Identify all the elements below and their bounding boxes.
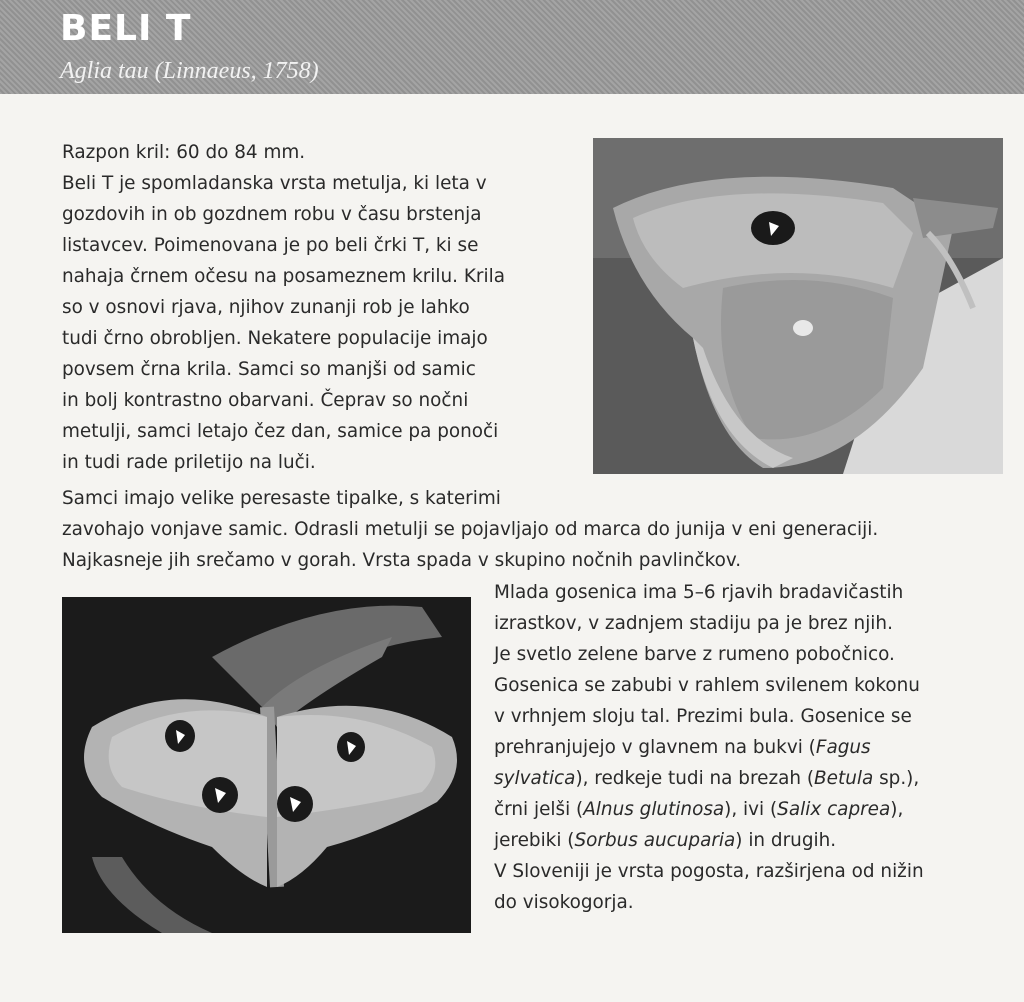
scientific-name: Aglia tau (Linnaeus, 1758): [60, 58, 319, 84]
text-line: in bolj kontrastno obarvani. Čeprav so nočni: [62, 390, 469, 411]
text-line: Je svetlo zelene barve z rumeno pobočnico.: [494, 644, 895, 665]
text-line: nahaja črnem očesu na posameznem krilu. Krila: [62, 266, 505, 287]
moth-photo-side: [593, 138, 1003, 474]
text-line: tudi črno obrobljen. Nekatere populacije imajo: [62, 328, 488, 349]
text-line: listavcev. Poimenovana je po beli črki T, ki se: [62, 235, 479, 256]
text-line: v vrhnjem sloju tal. Prezimi bula. Gosenice se: [494, 706, 912, 727]
text-line: zavohajo vonjave samic. Odrasli metulji se pojavljajo od marca do junija v eni generaciji.: [62, 519, 879, 540]
text-line: [494, 732, 1014, 763]
species-title: BELI T: [60, 8, 192, 49]
text-line: povsem črna krila. Samci so manjši od samic: [62, 359, 476, 380]
text-line: metulji, samci letajo čez dan, samice pa ponoči: [62, 421, 499, 442]
behavior-paragraph: [62, 483, 1012, 576]
text-run: ) in drugih.: [735, 830, 837, 851]
text-line: Najkasneje jih srečamo v gorah. Vrsta spada v skupino nočnih pavlinčkov.: [62, 550, 742, 571]
text-run: jerebiki (: [494, 830, 575, 851]
text-line: Razpon kril: 60 do 84 mm.: [62, 142, 306, 163]
text-run: sp.),: [873, 768, 920, 789]
caterpillar-paragraph: [494, 577, 1014, 918]
text-line: izrastkov, v zadnjem stadiju pa je brez njih.: [494, 613, 893, 634]
text-line: in tudi rade priletijo na luči.: [62, 452, 316, 473]
description-paragraph: [62, 137, 587, 478]
text-line: V Sloveniji je vrsta pogosta, razširjena od nižin: [494, 861, 924, 882]
text-line: Mlada gosenica ima 5–6 rjavih bradavičastih: [494, 582, 904, 603]
text-line: do visokogorja.: [494, 892, 634, 913]
text-line: [494, 763, 1014, 794]
text-run: črni jelši (: [494, 799, 584, 820]
latin-name: Alnus glutinosa: [583, 799, 725, 820]
latin-name: Sorbus aucuparia: [574, 830, 736, 851]
text-run: prehranjujejo v glavnem na bukvi (: [494, 737, 816, 758]
text-line: Beli T je spomladanska vrsta metulja, ki leta v: [62, 173, 487, 194]
latin-name: Fagus: [815, 737, 871, 758]
text-line: gozdovih in ob gozdnem robu v času brstenja: [62, 204, 482, 225]
text-line: [494, 794, 1014, 825]
text-line: so v osnovi rjava, njihov zunanji rob je lahko: [62, 297, 470, 318]
text-line: Gosenica se zabubi v rahlem svilenem kokonu: [494, 675, 920, 696]
latin-name: sylvatica: [494, 768, 576, 789]
header-banner: [0, 0, 1024, 94]
text-run: ), redkeje tudi na brezah (: [575, 768, 815, 789]
latin-name: Betula: [814, 768, 874, 789]
text-run: ), ivi (: [724, 799, 778, 820]
latin-name: Salix caprea: [777, 799, 891, 820]
moth-photo-spread: [62, 597, 471, 933]
text-run: ),: [890, 799, 904, 820]
text-line: Samci imajo velike peresaste tipalke, s katerimi: [62, 488, 501, 509]
text-line: [494, 825, 1014, 856]
